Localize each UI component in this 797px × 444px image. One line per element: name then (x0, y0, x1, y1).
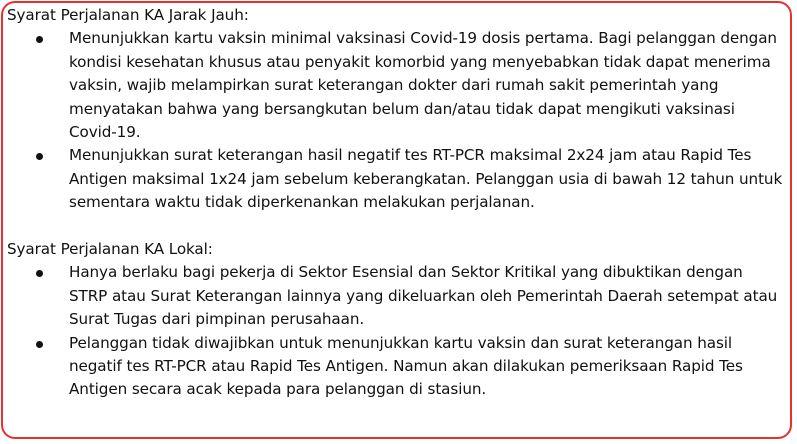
list-item-text: Menunjukkan surat keterangan hasil negatif tes RT-PCR maksimal 2x24 jam atau Rapid Tes Antigen maksimal 1x24 jam sebelum keberangkatan. Pelanggan usia di bawah 12 tahun untuk sementara waktu tidak diperkenankan melakukan perjalanan. (69, 146, 783, 212)
bullet-icon (36, 270, 43, 277)
notice-content (7, 4, 791, 402)
section-heading-local: Syarat Perjalanan KA Lokal: (7, 240, 213, 259)
bullet-icon (36, 36, 43, 43)
list-item (7, 27, 791, 144)
list-item (7, 144, 791, 214)
section-spacer (7, 215, 791, 238)
bullet-icon (36, 341, 43, 348)
list-item-text: Hanya berlaku bagi pekerja di Sektor Esensial dan Sektor Kritikal yang dibuktikan dengan STRP atau Surat Keterangan lainnya yang dikeluarkan oleh Pemerintah Daerah setempat atau Surat Tugas dari pimpinan perusahaan. (69, 263, 778, 329)
list-item (7, 332, 791, 402)
bullet-list-long-distance (7, 27, 791, 214)
list-item (7, 261, 791, 331)
list-item-text: Pelanggan tidak diwajibkan untuk menunjukkan kartu vaksin dan surat keterangan hasil negatif tes RT-PCR atau Rapid Tes Antigen. Namun akan dilakukan pemeriksaan Rapid Tes Antigen secara acak kepada para pelanggan di stasiun. (69, 333, 743, 399)
section-heading-long-distance: Syarat Perjalanan KA Jarak Jauh: (7, 6, 249, 24)
bullet-icon (36, 153, 43, 160)
list-item-text: Menunjukkan kartu vaksin minimal vaksinasi Covid-19 dosis pertama. Bagi pelanggan dengan kondisi kesehatan khusus atau penyakit komorbid yang menyebabkan tidak dapat menerima vaksin, wajib melampirkan surat keterangan dokter dari rumah sakit pemerintah yang menyatakan bahwa yang bersangkutan belum dan/atau tidak dapat mengikuti vaksinasi Covid-19. (69, 29, 777, 142)
bullet-list-local (7, 261, 791, 401)
